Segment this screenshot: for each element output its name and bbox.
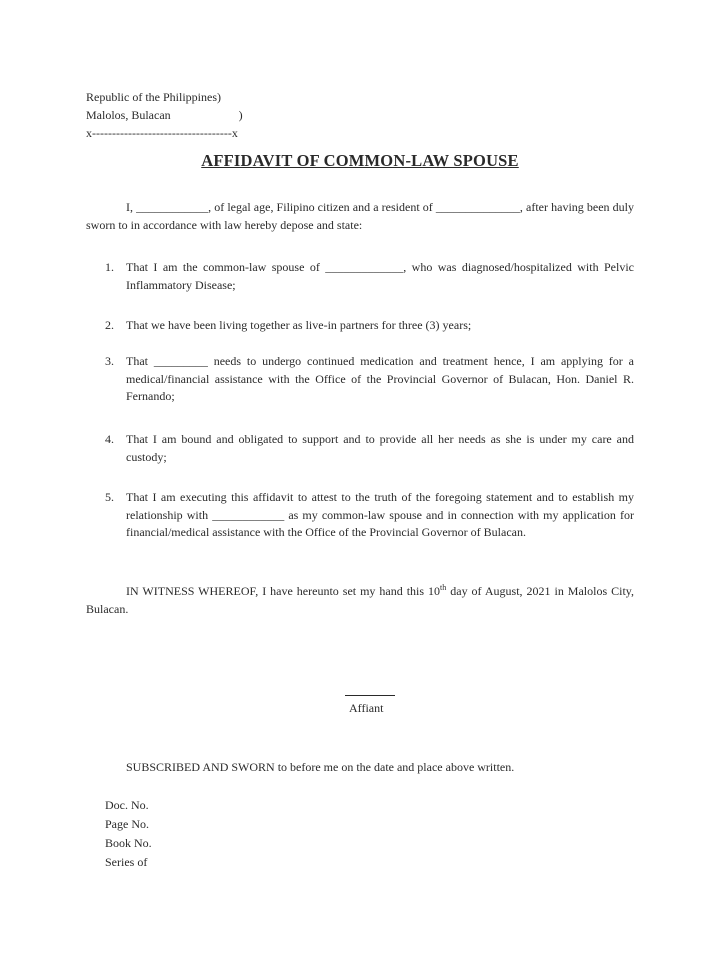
intro-paragraph: I, ____________, of legal age, Filipino citizen and a resident of ______________, after having been duly sworn to in accordance with law hereby depose and state: (86, 200, 634, 232)
witness-paragraph (86, 583, 634, 618)
item-text: That _________ needs to undergo continued medication and treatment hence, I am applying for a medical/financial assistance with the Office of the Provincial Governor of Bulacan, Hon. Daniel R. Fernando; (126, 354, 634, 403)
witness-text-end: day of August, 2021 in Malolos City, Bulacan. (86, 584, 635, 616)
city-paren: ) (238, 108, 243, 122)
series-of-label: Series of (105, 855, 148, 869)
venue-separator: x-----------------------------------x (86, 126, 238, 140)
item-number: 3. (105, 354, 114, 368)
item-number: 4. (105, 432, 114, 446)
doc-no-label: Doc. No. (105, 798, 149, 812)
statement-item-1 (105, 259, 634, 294)
item-number: 1. (105, 260, 114, 274)
item-text: That I am executing this affidavit to attest to the truth of the foregoing statement and to establish my relationship with ____________ as my common-law spouse and in connection with my application for financial/medical assistance with the Office of the Provincial Governor of Bulacan. (126, 490, 634, 539)
signature-line (345, 695, 395, 696)
ordinal-suffix: th (440, 583, 447, 592)
item-number: 5. (105, 490, 114, 504)
city-line (86, 106, 243, 124)
jurat-text: SUBSCRIBED AND SWORN to before me on the date and place above written. (126, 760, 515, 774)
affiant-label: Affiant (349, 701, 384, 715)
statement-item-5 (105, 489, 634, 542)
page-no-label: Page No. (105, 817, 149, 831)
statement-item-4 (105, 431, 634, 466)
country-line: Republic of the Philippines) (86, 90, 221, 104)
venue-block (86, 88, 243, 142)
item-text: That I am the common-law spouse of _____________, who was diagnosed/hospitalized with Pelvic Inflammatory Disease; (126, 260, 634, 292)
item-number: 2. (105, 318, 114, 332)
statement-item-3 (105, 353, 634, 406)
statement-item-2 (105, 317, 634, 335)
item-text: That I am bound and obligated to support and to provide all her needs as she is under my care and custody; (126, 432, 634, 464)
book-no-label: Book No. (105, 836, 152, 850)
item-text: That we have been living together as live-in partners for three (3) years; (126, 318, 472, 332)
witness-text-start: IN WITNESS WHEREOF, I have hereunto set my hand this 10 (126, 584, 441, 598)
document-title: AFFIDAVIT OF COMMON-LAW SPOUSE (201, 151, 519, 170)
notary-block (105, 796, 152, 872)
city-name: Malolos, Bulacan (86, 108, 171, 122)
